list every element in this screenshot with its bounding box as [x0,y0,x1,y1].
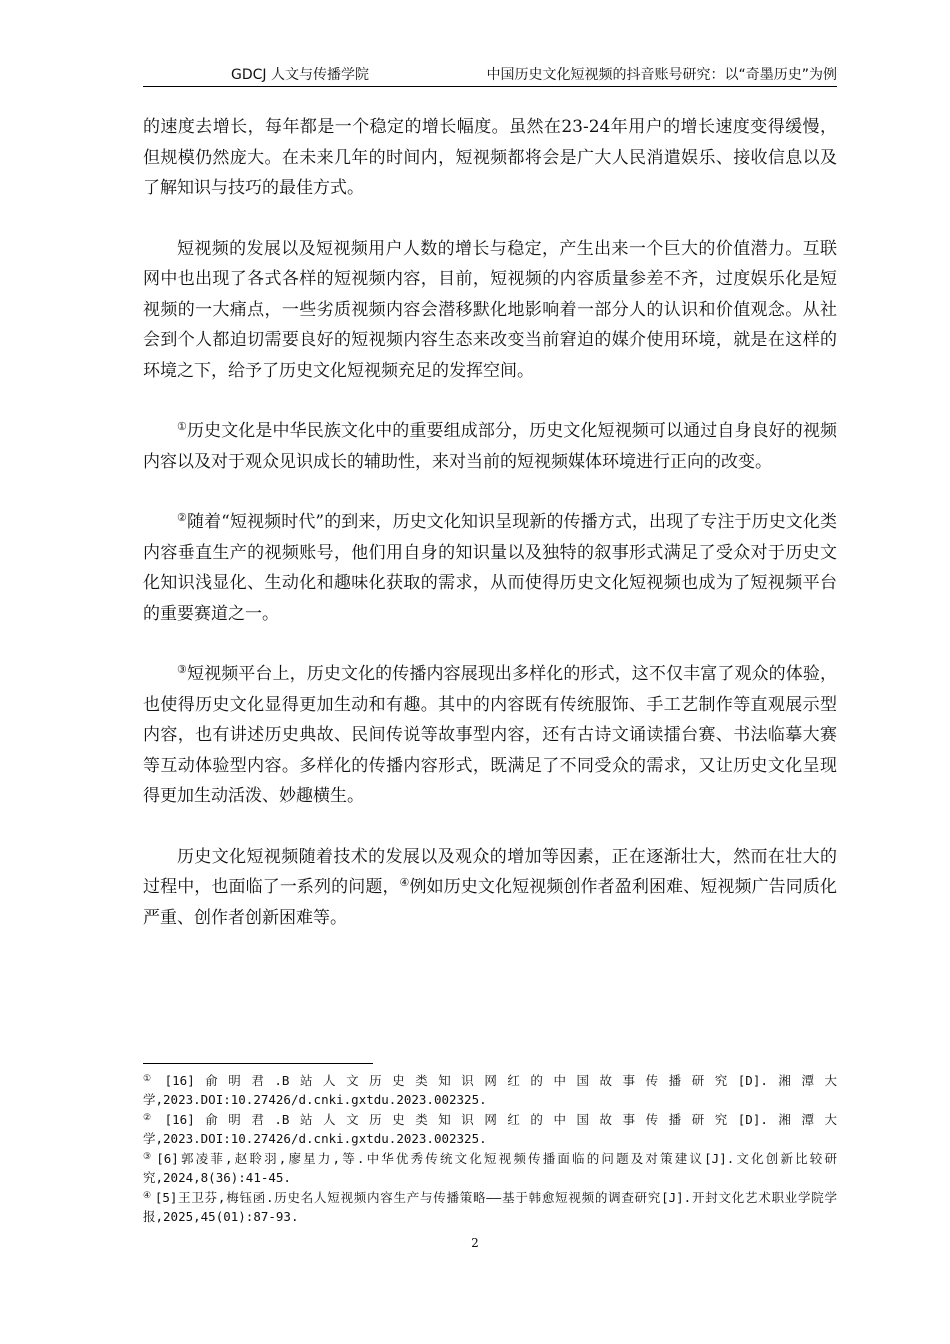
footnote-divider [143,1063,373,1064]
paragraph-text: 随着“短视频时代”的到来，历史文化知识呈现新的传播方式，出现了专注于历史文化类内容垂直生产的视频账号，他们用自身的知识量以及独特的叙事形式满足了受众对于历史文化知识浅显化、生动化和趣味化获取的需求，从而使得历史文化短视频也成为了短视频平台的重要赛道之一。 [143,512,837,624]
footnote [143,1188,837,1226]
header-institution: GDCJ 人文与传播学院 [231,67,369,83]
paragraph-text: 例如历史文化短视频创作者盈利困难、短视频广告同质化严重、创作者创新困难等。 [143,877,837,928]
footnote-text: [5]王卫芬,梅钰函.历史名人短视频内容生产与传播策略——基于韩愈短视频的调查研究[J].开封文化艺术职业学院学报,2025,45(01):87-93. [143,1190,837,1224]
footnote-ref: ④ [399,876,410,889]
paragraph: 短视频的发展以及短视频用户人数的增长与稳定，产生出来一个巨大的价值潜力。互联网中也出现了各式各样的短视频内容，目前，短视频的内容质量参差不齐，过度娱乐化是短视频的一大痛点，一些劣质视频内容会潜移默化地影响着一部分人的认识和价值观念。从社会到个人都迫切需要良好的短视频内容生态来改变当前窘迫的媒介使用环境，就是在这样的环境之下，给予了历史文化短视频充足的发挥空间。 [143,238,837,381]
paragraph [143,659,837,812]
footnote-mark: ① [143,1074,162,1084]
page-number: 2 [471,1236,479,1250]
footnote-ref: ① [177,420,187,433]
main-body [143,112,837,933]
paragraph-text: 历史文化短视频随着技术的发展以及观众的增加等因素，正在逐渐壮大，然而在壮大的过程中，也面临了一系列的问题， [143,846,837,897]
paragraph-text: 短视频平台上，历史文化的传播内容展现出多样化的形式，这不仅丰富了观众的体验，也使得历史文化显得更加生动和有趣。其中的内容既有传统服饰、手工艺制作等直观展示型内容，也有讲述历史典故、民间传说等故事型内容，还有古诗文诵读擂台赛、书法临摹大赛等互动体验型内容。多样化的传播内容形式，既满足了不同受众的需求，又让历史文化呈现得更加生动活泼、妙趣横生。 [143,664,837,806]
footnote-mark: ④ [143,1191,152,1201]
footnote-ref: ② [177,511,187,524]
footnote-text: [16]俞明君.B站人文历史类知识网红的中国故事传播研究[D].湘潭大学,2023.DOI:10.27426/d.cnki.gxtdu.2023.002325. [143,1073,837,1107]
running-header [143,62,837,86]
paragraph [143,507,837,629]
footnote-mark: ③ [143,1152,154,1162]
footnote [143,1110,837,1148]
header-divider [143,86,837,87]
paragraph [143,416,837,477]
footnote [143,1071,837,1109]
paragraph-text: 历史文化是中华民族文化中的重要组成部分，历史文化短视频可以通过自身良好的视频内容以及对于观众见识成长的辅助性，来对当前的短视频媒体环境进行正向的改变。 [143,421,837,472]
footnotes [143,1071,837,1227]
footnote-ref: ③ [177,663,187,676]
footnote-text: [6]郭凌菲,赵聆羽,廖星力,等.中华优秀传统文化短视频传播面临的问题及对策建议[J].文化创新比较研究,2024,8(36):41-45. [143,1151,837,1185]
header-paper-title: 中国历史文化短视频的抖音账号研究：以“奇墨历史”为例 [486,67,837,83]
paragraph [143,842,837,934]
paragraph: 的速度去增长，每年都是一个稳定的增长幅度。虽然在23-24年用户的增长速度变得缓慢，但规模仍然庞大。在未来几年的时间内，短视频都将会是广大人民消遣娱乐、接收信息以及了解知识与技巧的最佳方式。 [143,117,837,198]
footnote-text: [16]俞明君.B站人文历史类知识网红的中国故事传播研究[D].湘潭大学,2023.DOI:10.27426/d.cnki.gxtdu.2023.002325. [143,1112,837,1146]
footnote [143,1149,837,1187]
footnote-mark: ② [143,1113,162,1123]
